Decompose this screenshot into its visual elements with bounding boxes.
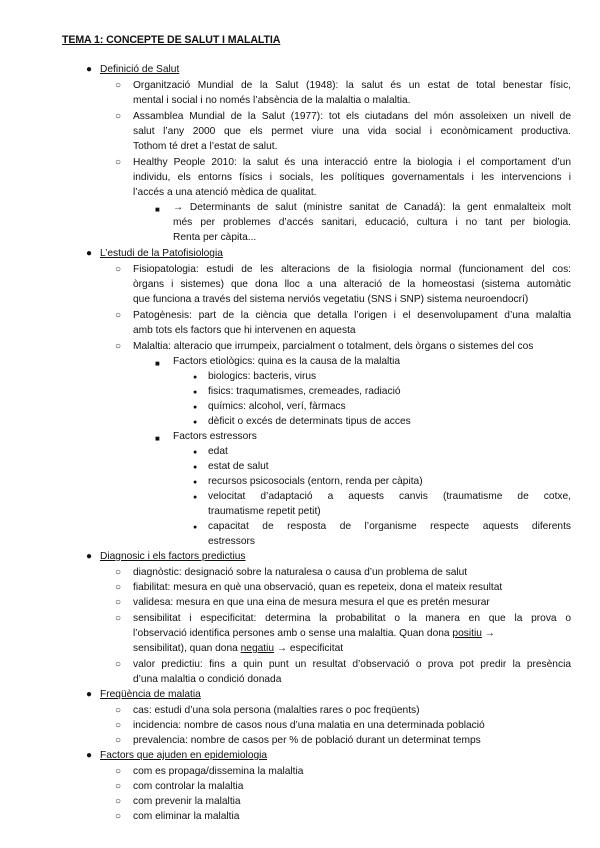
text-line: Tothom té dret a l’estat de salut. [133,141,278,152]
text-line: més per problemes d’accés sanitari, educació, cultura i no tant per biologia. [173,217,571,228]
dot-bullet: ● [193,389,198,396]
dot-bullet: ● [193,419,198,426]
dot-bullet: ● [193,524,198,531]
dot-bullet: ● [193,404,198,411]
text-line: Assamblea Mundial de la Salut (1977): tot els ciutadans del món assoleixen un nivell de [133,111,571,122]
circle-bullet: ○ [115,781,122,792]
positiu-term: positiu [452,628,482,639]
list-item: com controlar la malaltia [133,781,244,792]
text-line: l’accés a una atenció mèdica de qualitat. [133,187,317,198]
text-line: d’una malaltia o condició donada [133,674,282,685]
text-line: → Determinants de salut (ministre sanitat de Canadá): la gent enmalalteix molt [173,202,571,213]
section-heading-frequencia: Freqüència de malatia [100,689,201,700]
list-item: dèficit o excés de determinats tipus de acces [208,416,411,427]
circle-bullet: ○ [115,705,122,716]
text-line [133,642,343,656]
dot-bullet: ● [193,494,198,501]
text-line: sensibilitat i especificitat: determina la probabilitat o la manera en que la prova o [133,613,571,624]
list-item: velocitat d’adaptació a aquests canvis (traumatisme de cotxe, [208,491,571,502]
circle-bullet: ○ [115,264,122,275]
section-heading-diagnosic: Diagnosic i els factors predictius [100,551,246,562]
text-line: amb tots els factors que hi intervenen en aquesta [133,325,356,336]
circle-bullet: ○ [115,720,122,731]
list-item: fisics: traqumatismes, cremeades, radiació [208,386,401,397]
disc-bullet: ● [86,689,93,700]
text-line: Renta per càpita... [173,232,257,243]
text-line: salut l’any 2000 que els permet viure una vida social i econòmicament productiva. [133,126,571,137]
text-span: → [481,628,495,639]
circle-bullet: ○ [115,659,122,670]
document-title: TEMA 1: CONCEPTE DE SALUT I MALALTIA [62,34,281,46]
dot-bullet: ● [193,374,198,381]
text-line: Factors estressors [173,431,257,442]
circle-bullet: ○ [115,111,122,122]
text-line: fiabilitat: mesura en què una observació, quan es repeteix, dona el mateix resultat [133,582,503,593]
square-bullet: ■ [155,434,160,443]
text-line [133,627,495,641]
text-span: sensibilitat), quan dona [133,643,241,654]
text-span: → especificitat [274,643,344,654]
circle-bullet: ○ [115,811,122,822]
text-line: mental i social i no només l’absència de la malaltia o malaltia. [133,95,411,106]
circle-bullet: ○ [115,613,122,624]
list-item: traumatisme repetit petit) [208,506,321,517]
square-bullet: ■ [155,205,160,214]
text-line: òrgans i sistemes) que dona lloc a una alteració de la homeostasi (sistema automàtic [133,279,571,290]
text-span: l’observació identifica persones amb o sense una malaltia. Quan dona [133,628,450,639]
circle-bullet: ○ [115,796,122,807]
disc-bullet: ● [86,248,93,259]
list-item: edat [208,446,228,457]
list-item: capacitat de resposta de l’organisme respecte aquests diferents [208,521,571,532]
text-line: Malaltia: alteracio que irrumpeix, parcialment o totalment, dels òrgans o sistemes del cos [133,341,534,352]
circle-bullet: ○ [115,341,122,352]
text-line: Patogènesis: part de la ciència que detalla l’origen i el desenvolupament d’una malaltia [133,310,571,321]
list-item: incidencia: nombre de casos nous d’una malatia en una determinada població [133,720,485,731]
circle-bullet: ○ [115,310,122,321]
section-heading-epidemiologia: Factors que ajuden en epidemiologia [100,750,268,761]
circle-bullet: ○ [115,80,122,91]
circle-bullet: ○ [115,157,122,168]
list-item: com prevenir la malaltia [133,796,241,807]
text-line: Organització Mundial de la Salut (1948): la salut és un estat de total benestar físic, [133,80,571,91]
text-line: valor predictiu: fins a quin punt un resultat d’observació o prova pot predir la presència [133,659,571,670]
list-item: recursos psicosocials (entorn, renda per càpita) [208,476,423,487]
disc-bullet: ● [86,551,93,562]
dot-bullet: ● [193,449,198,456]
disc-bullet: ● [86,64,93,75]
text-line: diagnòstic: designació sobre la naturalesa o causa d’un problema de salut [133,567,468,578]
text-line: validesa: mesura en que una eina de mesura mesura el que es pretén mesurar [133,597,490,608]
square-bullet: ■ [155,359,160,368]
section-heading-patofisiologia: L’estudi de la Patofisiologia [100,248,223,259]
list-item: com eliminar la malaltia [133,811,240,822]
list-item: prevalencia: nombre de casos per % de població durant un determinat temps [133,735,481,746]
dot-bullet: ● [193,479,198,486]
circle-bullet: ○ [115,597,122,608]
text-line: que funciona a través del sistema nerviós vegetatiu (SNS i SNP) sistema neuroendocrí) [133,294,529,305]
text-line: individu, els entorns físics i socials, les polítiques governamentals i les intervencions i [133,172,571,183]
text-line: Factors etiològics: quina es la causa de la malaltia [173,356,401,367]
list-item: estat de salut [208,461,269,472]
circle-bullet: ○ [115,735,122,746]
list-item: estressors [208,536,255,547]
circle-bullet: ○ [115,582,122,593]
list-item: químics: alcohol, verí, fàrmacs [208,401,346,412]
circle-bullet: ○ [115,567,122,578]
text-line: Fisiopatologia: estudi de les alteracions de la fisiologia normal (funcionament del cos: [133,264,571,275]
negatiu-term: negatiu [240,643,275,654]
circle-bullet: ○ [115,766,122,777]
section-heading-definicio: Definició de Salut [100,64,180,75]
text-line: Healthy People 2010: la salut és una interacció entre la biologia i el comportament d’un [133,157,571,168]
disc-bullet: ● [86,750,93,761]
list-item: com es propaga/dissemina la malaltia [133,766,304,777]
list-item: biologics: bacteris, virus [208,371,317,382]
list-item: cas: estudi d’una sola persona (malalties rares o poc freqüents) [133,705,420,716]
dot-bullet: ● [193,464,198,471]
